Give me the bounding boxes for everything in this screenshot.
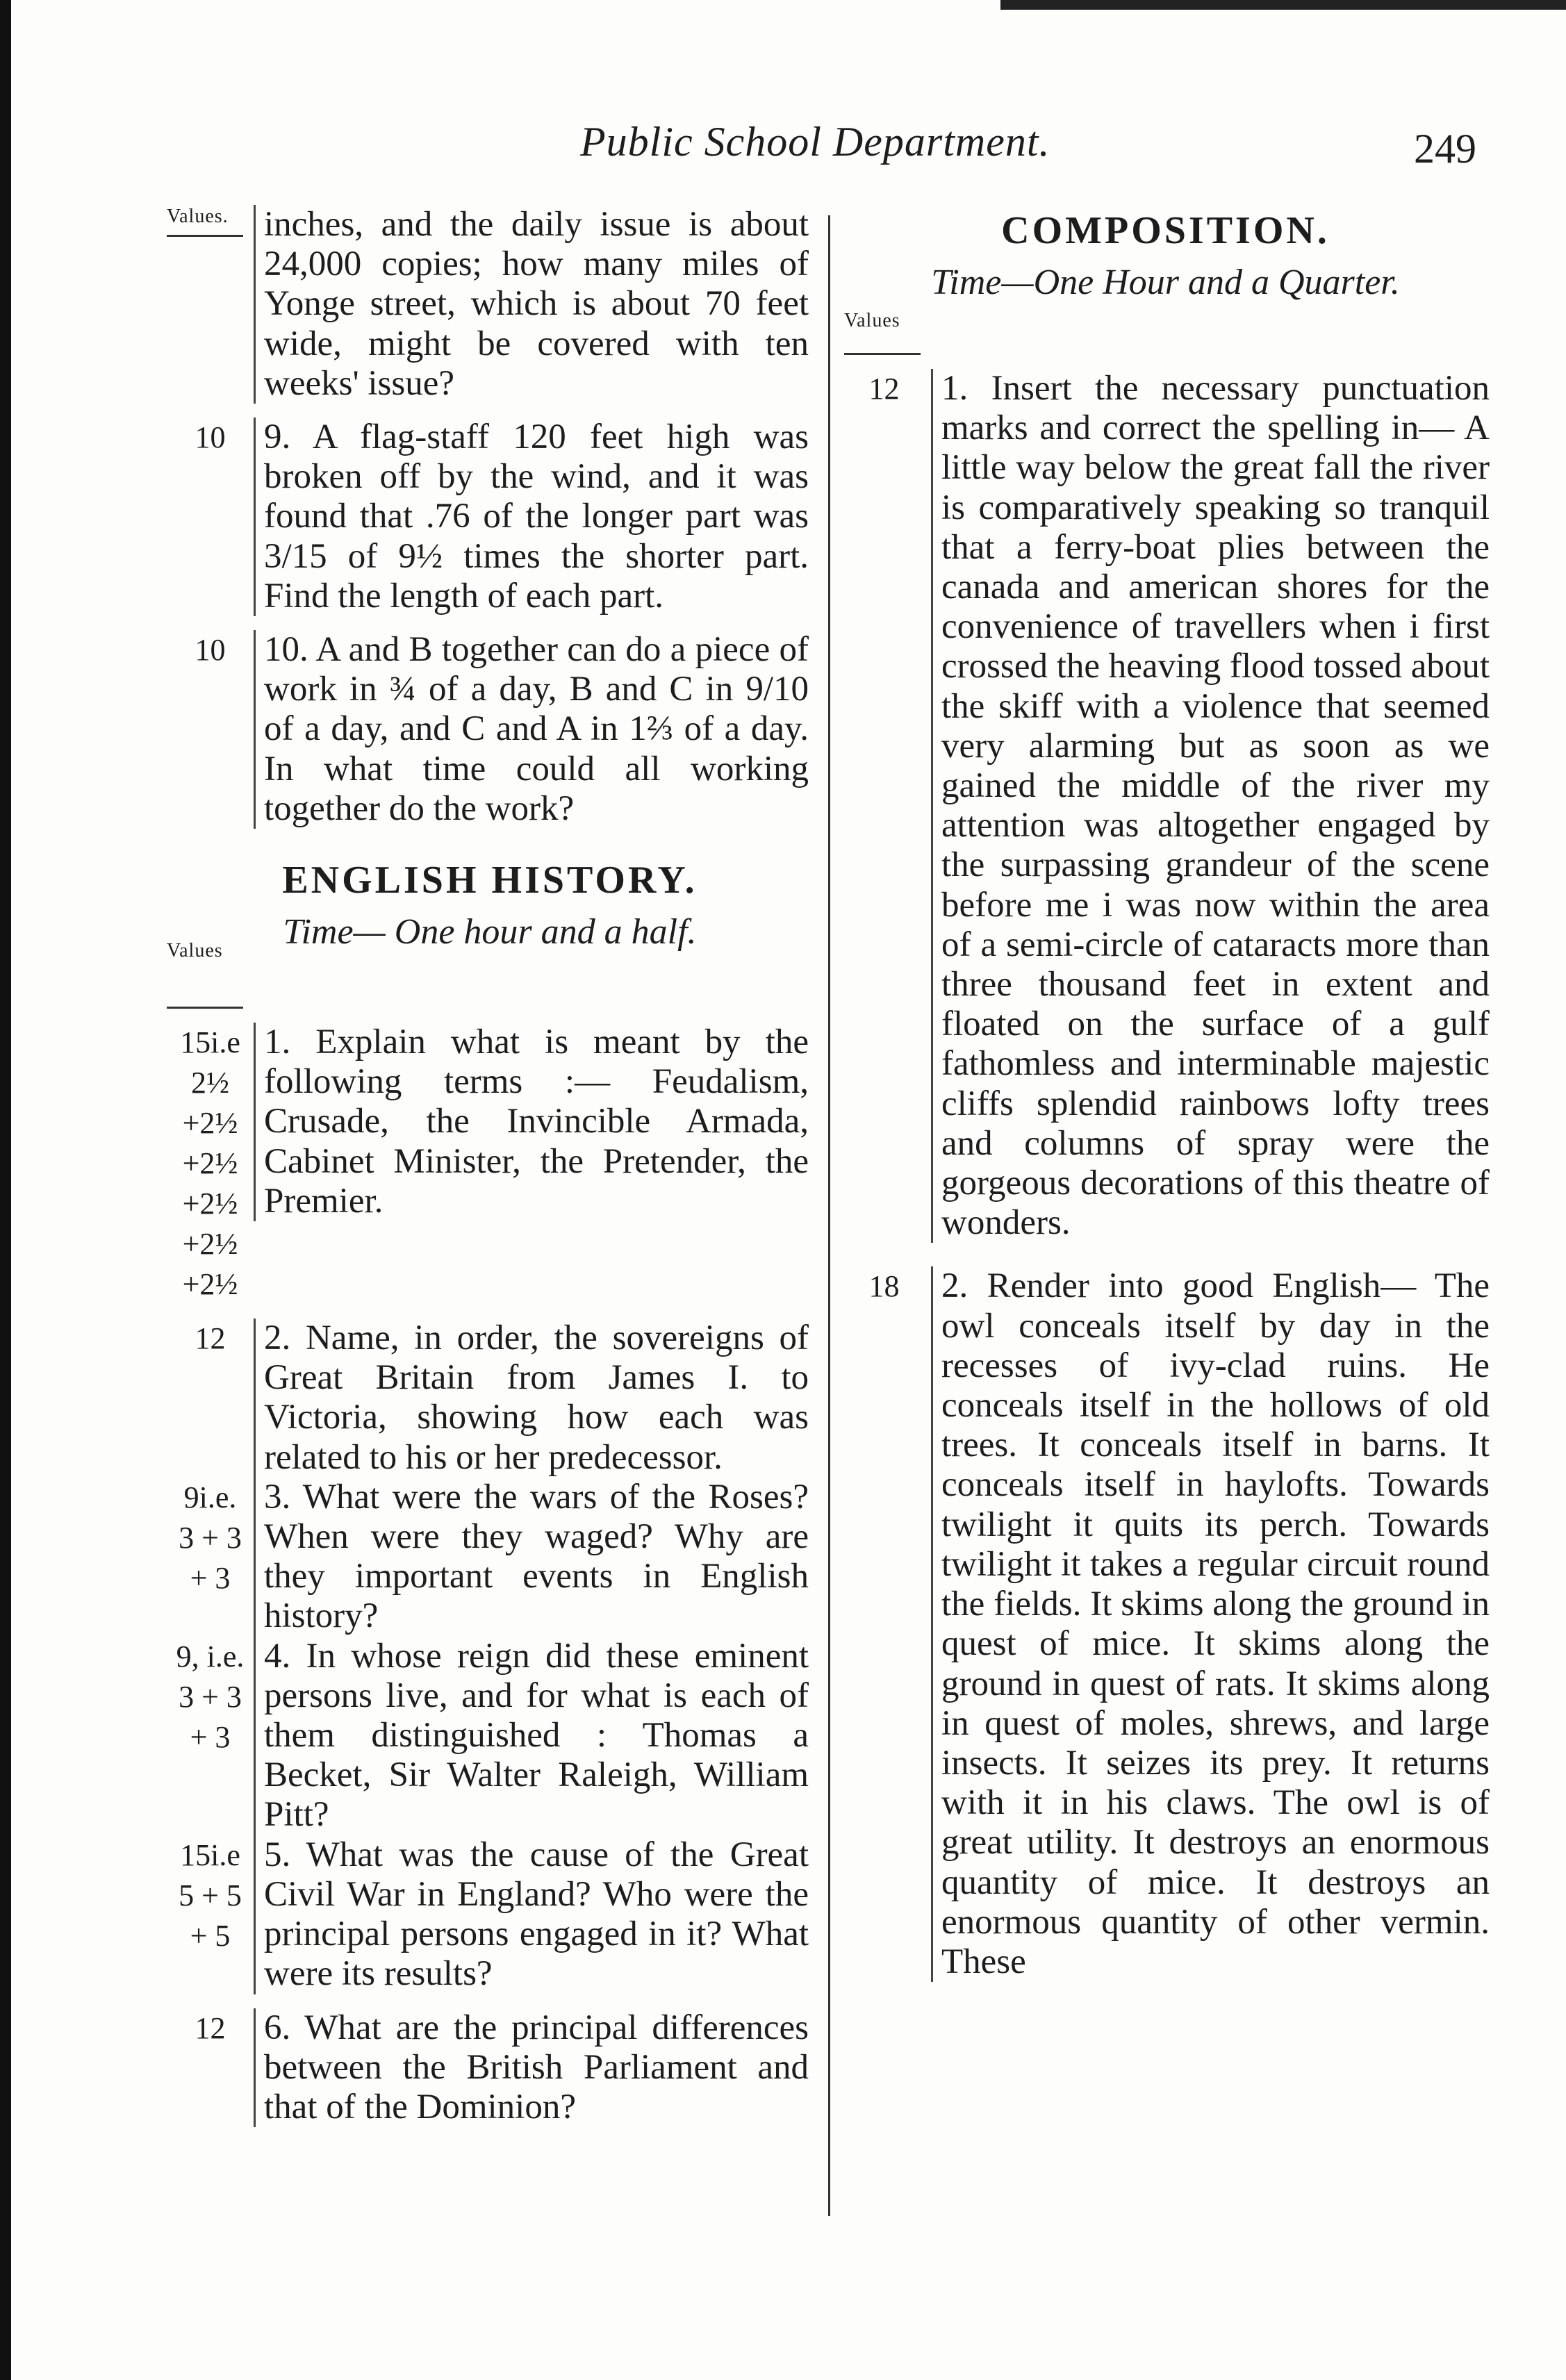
value-mark: 15i.e 5 + 5 + 5 — [179, 1837, 242, 1953]
question-item — [167, 1637, 813, 1835]
question-text: 5. What was the cause of the Great Civil War in England? Who were the principal persons engaged in it? What were its results? — [254, 1835, 813, 1994]
running-head: Public School Department. — [580, 119, 1050, 165]
question-text: 2. Name, in order, the sovereigns of Great Britain from James I. to Victoria, showing how each was related to his or her predecessor. — [254, 1319, 813, 1478]
section-time: Time—One Hour and a Quarter. — [931, 263, 1400, 302]
question-text: 1. Explain what is meant by the following terms :— Feudalism, Crusade, the Invincible Armada, Cabinet Minister, the Pretender, the Premier. — [254, 1023, 813, 1221]
value-mark: 12 — [195, 1321, 226, 1356]
values-label: Values. — [167, 206, 229, 227]
question-item — [167, 2008, 813, 2128]
question-item — [167, 1319, 813, 1478]
question-item — [837, 1266, 1494, 1982]
section-title: COMPOSITION. — [1001, 209, 1330, 252]
value-mark: 15i.e 2½ +2½ +2½ +2½ +2½ +2½ — [180, 1025, 240, 1302]
value-mark: 12 — [868, 372, 900, 406]
value-mark: 18 — [868, 1269, 900, 1304]
question-item — [167, 1478, 813, 1637]
value-mark: 9i.e. 3 + 3 + 3 — [179, 1480, 242, 1595]
right-column — [837, 203, 1494, 2259]
question-item — [167, 630, 813, 829]
question-text: 2. Render into good English— The owl conceals itself by day in the recesses of ivy-clad ruins. He conceals itself in the hollows of old trees. It conceals itself in barns. It conceals itself in haylofts. Towards twilight it quits its perch. Towards twilight it takes a regular circuit round the fields. It skims along the ground in quest of mice. It skims along the ground in quest of rats. It skims along in quest of moles, shrews, and large insects. It seizes its prey. It returns with it in his claws. The owl is of great utility. It destroys an enormous quantity of mice. It destroys an enormous quantity of other vermin. These — [931, 1266, 1494, 1982]
question-text: 1. Insert the necessary punctuation marks and correct the spelling in— A little way below the great fall the river is comparatively speaking so tranquil that a ferry-boat plies between the canada and american shores for the convenience of travellers when i first crossed the heaving flood tossed about the skiff with a violence that seemed very alarming but as soon as we gained the middle of the river my attention was altogether engaged by the surpassing grandeur of the scene before me i was now within the area of a semi-circle of cataracts more than three thousand feet in extent and floated on the surface of a gulf fathomless and interminable majestic cliffs splendid rainbows lofty trees and columns of spray were the gorgeous decorations of this theatre of wonders. — [931, 369, 1494, 1243]
question-text: 6. What are the principal differences between the British Parliament and that of the Dominion? — [254, 2008, 813, 2128]
question-text: 4. In whose reign did these eminent persons live, and for what is each of them distinguished : Thomas a Becket, Sir Walter Raleigh, William Pitt? — [254, 1637, 813, 1835]
question-text: inches, and the daily issue is about 24,000 copies; how many miles of Yonge street, which is about 70 feet wide, might be covered with ten weeks' issue? — [254, 205, 813, 404]
section-time: Time— One hour and a half. — [283, 912, 697, 952]
scan-edge-top — [1000, 0, 1566, 10]
question-text: 3. What were the wars of the Roses? When were they waged? Why are they important events in English history? — [254, 1478, 813, 1637]
page-number: 249 — [1414, 126, 1476, 172]
question-item — [837, 369, 1494, 1243]
values-label: Values — [844, 310, 900, 331]
question-item — [167, 205, 813, 404]
page-header — [0, 118, 1566, 181]
question-text: 10. A and B together can do a piece of work in ¾ of a day, B and C in 9/10 of a day, and C and A in 1⅔ of a day. In what time could all working together do the work? — [254, 630, 813, 829]
value-mark: 9, i.e. 3 + 3 + 3 — [176, 1639, 245, 1754]
values-header — [844, 307, 1494, 355]
column-divider — [828, 215, 830, 2216]
english-history-section — [167, 852, 813, 2127]
question-item — [167, 418, 813, 616]
composition-section — [837, 203, 1494, 1982]
question-item — [167, 1835, 813, 1994]
value-mark: 10 — [195, 420, 226, 455]
left-column — [167, 203, 813, 2259]
question-text: 9. A flag-staff 120 feet high was broken off by the wind, and it was found that .76 of the longer part was 3/15 of 9½ times the shorter part. Find the length of each part. — [254, 418, 813, 616]
scan-edge-left — [0, 0, 11, 2380]
question-item — [167, 1023, 813, 1305]
value-mark: 12 — [195, 2010, 226, 2045]
value-mark: 10 — [195, 633, 226, 668]
section-title: ENGLISH HISTORY. — [282, 859, 698, 902]
values-label: Values — [167, 940, 223, 962]
